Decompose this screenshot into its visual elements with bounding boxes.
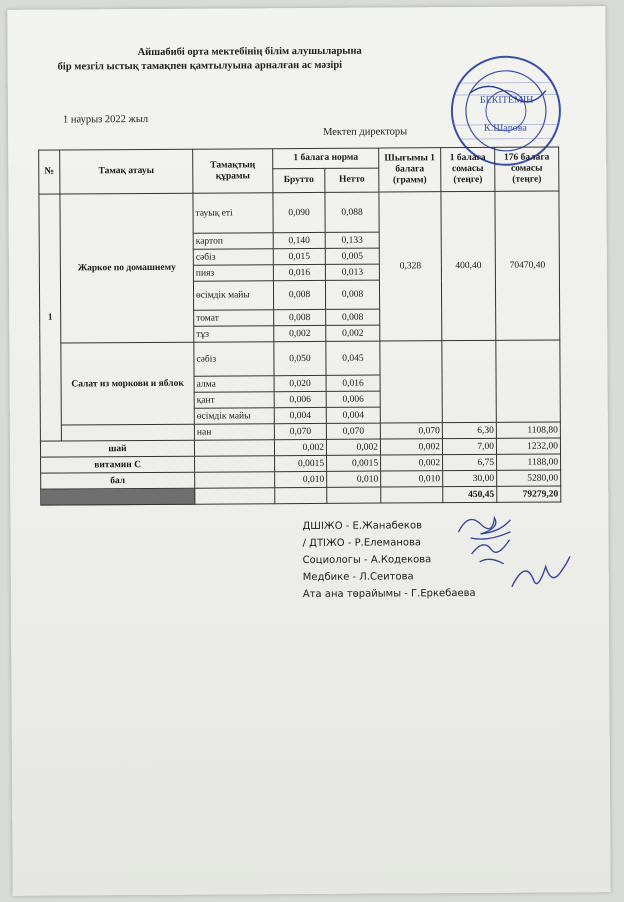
ingredient: картоп xyxy=(193,233,273,249)
output-value: 0,010 xyxy=(381,471,443,487)
handwritten-signature xyxy=(506,556,576,601)
signature-line: / ДТІЖО - Р.Елеманова xyxy=(302,537,422,550)
col-output: Шығымы 1 балага (грамм) xyxy=(379,148,441,192)
gross-value: 0,0015 xyxy=(275,455,327,471)
total-price-1: 450,45 xyxy=(443,486,497,502)
approver-label: Мектеп директоры xyxy=(323,126,408,138)
signature-line: Социологы - А.Кодекова xyxy=(302,554,432,567)
title-line-2: бір мезгіл ыстық тамақпен қамтылуына арналған ас мәзірі xyxy=(57,59,343,73)
extra-name: бал xyxy=(41,472,195,489)
document-date: 1 наурыз 2022 жыл xyxy=(62,113,149,126)
gross-value: 0,020 xyxy=(274,375,326,391)
price176-value: 1232,00 xyxy=(496,438,560,454)
ingredient: тұз xyxy=(194,326,274,342)
gross-value: 0,008 xyxy=(273,280,325,309)
col-price-176: 176 балага сомасы (теңге) xyxy=(495,147,559,191)
output-value: 0,002 xyxy=(381,455,443,471)
output-value: 0,002 xyxy=(380,439,442,455)
gross-value: 0,010 xyxy=(275,471,327,487)
price176-value: 1108,80 xyxy=(496,422,560,438)
net-value: 0,005 xyxy=(325,248,379,264)
ingredient: тауық еті xyxy=(193,193,273,233)
ingredient: сәбіз xyxy=(193,249,273,265)
dish-name: Жаркое по домашнему xyxy=(60,193,194,343)
net-value: 0,133 xyxy=(325,232,379,248)
gross-value: 0,008 xyxy=(274,309,326,325)
signature-line: Медбике - Л.Сеитова xyxy=(302,571,414,584)
gross-value: 0,004 xyxy=(274,407,326,423)
gross-value: 0,015 xyxy=(273,248,325,264)
net-value: 0,013 xyxy=(325,264,379,280)
col-dish: Тамақ атауы xyxy=(60,149,193,194)
col-price-1: 1 балага сомасы (теңге) xyxy=(441,147,495,191)
total-price-176: 79279,20 xyxy=(497,486,561,502)
price1-value: 7,00 xyxy=(442,438,496,454)
col-ingredients: Тамақтың құрамы xyxy=(193,149,273,193)
col-net: Нетто xyxy=(325,168,379,192)
net-value: 0,045 xyxy=(326,341,380,375)
ingredient: сәбіз xyxy=(194,342,274,376)
document-page xyxy=(7,6,610,896)
net-value: 0,088 xyxy=(325,192,379,232)
output-value: 0,328 xyxy=(379,192,442,341)
ingredient: өсімдік майы xyxy=(193,281,273,310)
price176-value: 70470,40 xyxy=(495,191,560,340)
menu-table xyxy=(38,146,561,505)
net-value: 0,008 xyxy=(326,309,380,325)
ingredient: өсімдік майы xyxy=(194,408,274,424)
title-line-1: Айшабибі орта мектебінің білім алушыларына xyxy=(137,45,362,59)
net-value: 0,0015 xyxy=(327,455,381,471)
net-value: 0,008 xyxy=(325,280,379,309)
price1-value: 400,40 xyxy=(441,191,496,340)
net-value: 0,004 xyxy=(326,407,380,423)
stamp-line-1: БЕКІТЕМІН xyxy=(479,94,534,106)
ingredient: нан xyxy=(194,424,274,440)
output-value: 0,070 xyxy=(380,423,442,439)
net-value: 0,070 xyxy=(326,423,380,439)
ingredient: алма xyxy=(194,376,274,392)
ingredient: томат xyxy=(194,310,274,326)
gross-value: 0,002 xyxy=(274,325,326,341)
group-number: 1 xyxy=(39,194,62,441)
price1-value: 6,30 xyxy=(442,422,496,438)
gross-value: 0,070 xyxy=(274,423,326,439)
price176-value: 5280,00 xyxy=(497,470,561,486)
col-norm: 1 балага норма xyxy=(273,148,379,169)
gross-value: 0,090 xyxy=(273,192,325,232)
price1-value: 6,75 xyxy=(443,454,497,470)
gross-value: 0,050 xyxy=(274,341,326,375)
signature-line: Ата ана төрайымы - Г.Еркебаева xyxy=(302,587,476,601)
extra-name: шай xyxy=(40,440,194,457)
price1-value: 30,00 xyxy=(443,470,497,486)
table-row xyxy=(40,340,560,377)
col-gross: Брутто xyxy=(273,168,325,192)
stamp-line-2: К.Шарова xyxy=(483,122,527,134)
net-value: 0,006 xyxy=(326,391,380,407)
signature-line: ДШІЖО - Е.Жанабеков xyxy=(302,520,422,533)
ingredient: қант xyxy=(194,392,274,408)
price176-value: 1188,00 xyxy=(497,454,561,470)
net-value: 0,002 xyxy=(326,325,380,341)
gross-value: 0,002 xyxy=(274,439,326,455)
table-row xyxy=(39,191,559,234)
gross-value: 0,016 xyxy=(273,264,325,280)
gross-value: 0,140 xyxy=(273,232,325,248)
col-no: № xyxy=(39,150,60,194)
net-value: 0,016 xyxy=(326,375,380,391)
extra-name: витамин С xyxy=(41,456,195,473)
ingredient: пияз xyxy=(193,265,273,281)
net-value: 0,002 xyxy=(326,439,380,455)
net-value: 0,010 xyxy=(327,471,381,487)
dish-name: Салат из моркови и яблок xyxy=(61,342,194,425)
gross-value: 0,006 xyxy=(274,391,326,407)
